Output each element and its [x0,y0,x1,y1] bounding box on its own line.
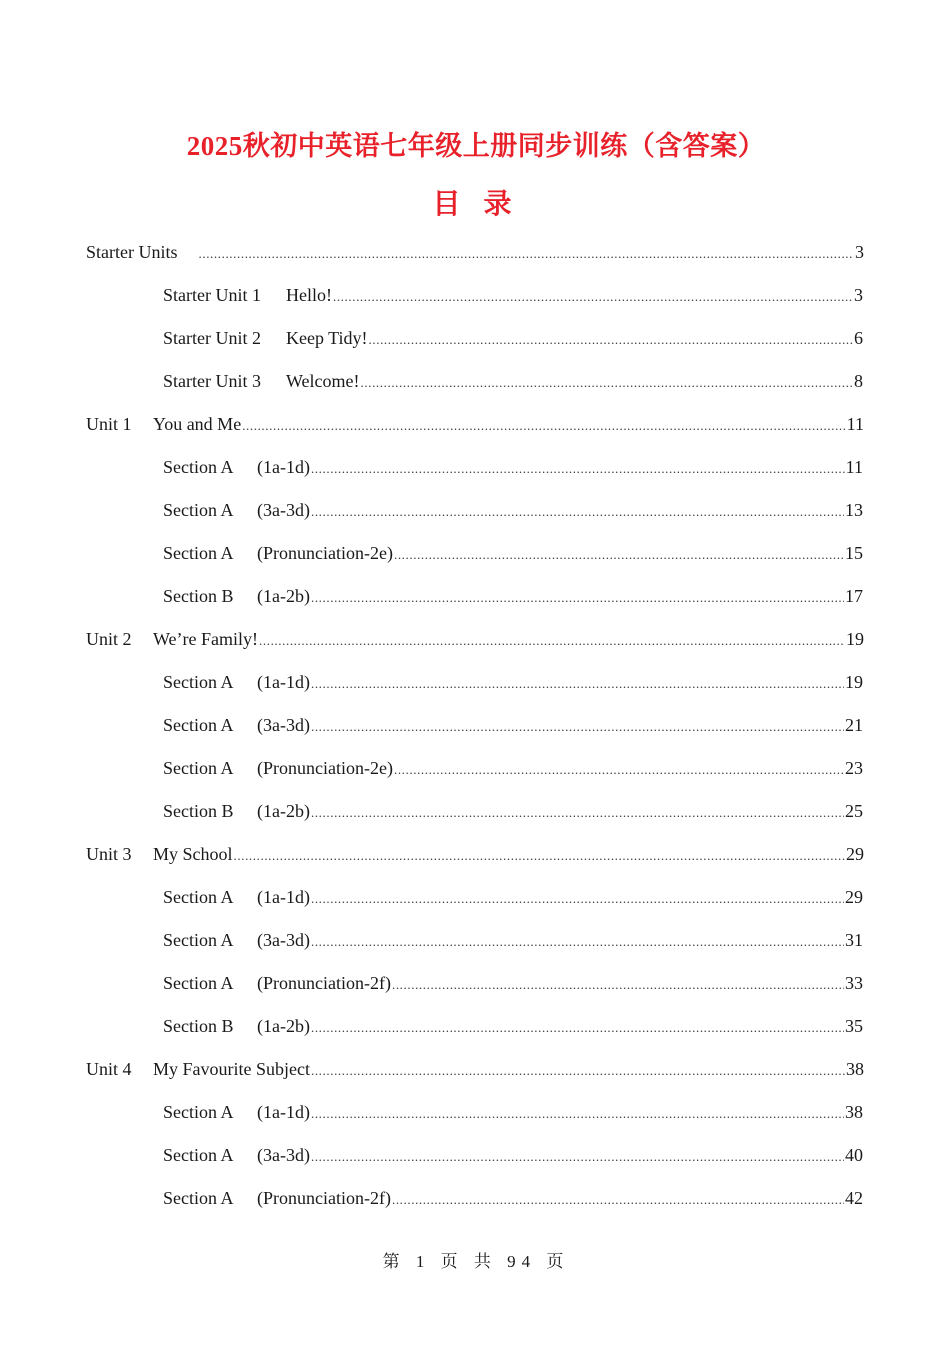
dot-leader [311,891,844,907]
dot-leader [311,461,845,477]
toc-entry-label: Section B [163,586,234,606]
toc-entry[interactable] [163,930,863,956]
toc-entry-label: Starter Unit 2 [163,328,261,348]
toc-entry-label: Starter Units [86,242,178,262]
toc-entry-text: (3a-3d) [257,930,310,950]
toc-entry-text: (3a-3d) [257,1145,310,1165]
dot-leader [333,289,853,305]
toc-entry-page: 3 [855,242,864,262]
toc-entry-text: (Pronunciation-2e) [257,758,393,778]
toc-entry-text: (3a-3d) [257,715,310,735]
toc-entry[interactable] [163,887,863,913]
dot-leader [311,719,844,735]
toc-entry-text: My School [153,844,233,864]
toc-entry-page: 33 [845,973,863,993]
toc-entry-page: 29 [846,844,864,864]
toc-entry-label: Section A [163,715,234,735]
toc-entry-text: (1a-1d) [257,672,310,692]
toc-entry-label: Unit 4 [86,1059,132,1079]
toc-entry-text: We’re Family! [153,629,259,649]
toc-entry-label: Section A [163,500,234,520]
dot-leader [311,805,844,821]
toc-entry-label: Section A [163,672,234,692]
toc-entry[interactable] [163,371,863,397]
toc-entry-label: Unit 1 [86,414,132,434]
toc-entry-label: Section B [163,801,234,821]
toc-entry-label: Unit 3 [86,844,132,864]
toc-entry-label: Starter Unit 1 [163,285,261,305]
toc-entry-page: 21 [845,715,863,735]
toc-entry-text: Hello! [286,285,332,305]
toc-entry[interactable] [163,1145,863,1171]
toc-entry-label: Starter Unit 3 [163,371,261,391]
toc-entry-page: 29 [845,887,863,907]
toc-entry-label: Unit 2 [86,629,132,649]
dot-leader [311,1149,844,1165]
toc-entry[interactable] [163,1016,863,1042]
dot-leader [311,504,844,520]
toc-entry-text: (3a-3d) [257,500,310,520]
page-footer: 第 1 页 共 94 页 [382,1252,570,1271]
dot-leader [242,418,845,434]
toc-entry-label: Section A [163,887,234,907]
toc-entry[interactable] [163,1188,863,1214]
toc-entry-page: 8 [854,371,863,391]
toc-entry-label: Section A [163,973,234,993]
toc-heading: 目 录 [432,189,520,220]
toc-entry-text: (1a-2b) [257,586,310,606]
toc-entry-text: (Pronunciation-2e) [257,543,393,563]
toc-entry-label: Section A [163,543,234,563]
document-title: 2025秋初中英语七年级上册同步训练（含答案） [186,131,766,161]
toc-entry[interactable] [163,328,863,354]
toc-entry-page: 13 [845,500,863,520]
dot-leader [311,1106,844,1122]
dot-leader [394,547,844,563]
toc-entry-text: (Pronunciation-2f) [257,973,391,993]
dot-leader [311,590,844,606]
toc-entry-page: 11 [846,414,864,434]
toc-entry-label: Section A [163,930,234,950]
dot-leader [394,762,844,778]
toc-entry[interactable] [163,672,863,698]
dot-leader [259,633,845,649]
dot-leader [234,848,845,864]
toc-entry-page: 15 [845,543,863,563]
toc-entry-page: 42 [845,1188,863,1208]
toc-entry-text: (Pronunciation-2f) [257,1188,391,1208]
toc-entry[interactable] [163,1102,863,1128]
dot-leader [311,676,844,692]
toc-entry[interactable] [86,1059,864,1085]
toc-entry-page: 17 [845,586,863,606]
toc-entry-text: My Favourite Subject [153,1059,310,1079]
toc-entry-text: You and Me [153,414,242,434]
toc-entry-page: 40 [845,1145,863,1165]
toc-entry[interactable] [163,586,863,612]
toc-entry-text: (1a-1d) [257,887,310,907]
dot-leader [311,934,844,950]
dot-leader [199,246,855,262]
toc-entry-label: Section A [163,1188,234,1208]
toc-entry-text: (1a-1d) [257,1102,310,1122]
toc-entry-text: (1a-2b) [257,801,310,821]
toc-entry-page: 23 [845,758,863,778]
toc-entry-page: 19 [845,672,863,692]
toc-entry-page: 11 [845,457,863,477]
toc-entry-page: 3 [854,285,863,305]
toc-entry-label: Section A [163,457,234,477]
toc-entry[interactable] [163,457,863,483]
toc-entry[interactable] [163,715,863,741]
toc-entry-page: 31 [845,930,863,950]
toc-entry-text: Keep Tidy! [286,328,368,348]
toc-entry-page: 38 [845,1102,863,1122]
toc-entry-page: 35 [845,1016,863,1036]
toc-entry[interactable] [163,543,863,569]
dot-leader [361,375,853,391]
toc-entry[interactable] [86,242,864,268]
toc-entry[interactable] [163,973,863,999]
toc-entry[interactable] [163,801,863,827]
toc-entry-page: 25 [845,801,863,821]
toc-entry[interactable] [163,500,863,526]
toc-entry-page: 6 [854,328,863,348]
toc-entry-text: (1a-1d) [257,457,310,477]
dot-leader [311,1063,845,1079]
dot-leader [392,977,844,993]
toc-entry-page: 19 [846,629,864,649]
toc-entry-label: Section B [163,1016,234,1036]
toc-entry[interactable] [86,844,864,870]
toc-entry-label: Section A [163,758,234,778]
toc-entry-page: 38 [846,1059,864,1079]
dot-leader [392,1192,844,1208]
toc-entry-text: (1a-2b) [257,1016,310,1036]
toc-entry[interactable] [163,758,863,784]
toc-entry[interactable] [86,629,864,655]
toc-entry-label: Section A [163,1102,234,1122]
dot-leader [311,1020,844,1036]
toc-entry[interactable] [86,414,864,440]
dot-leader [369,332,853,348]
toc-entry[interactable] [163,285,863,311]
toc-entry-label: Section A [163,1145,234,1165]
toc-entry-text: Welcome! [286,371,360,391]
